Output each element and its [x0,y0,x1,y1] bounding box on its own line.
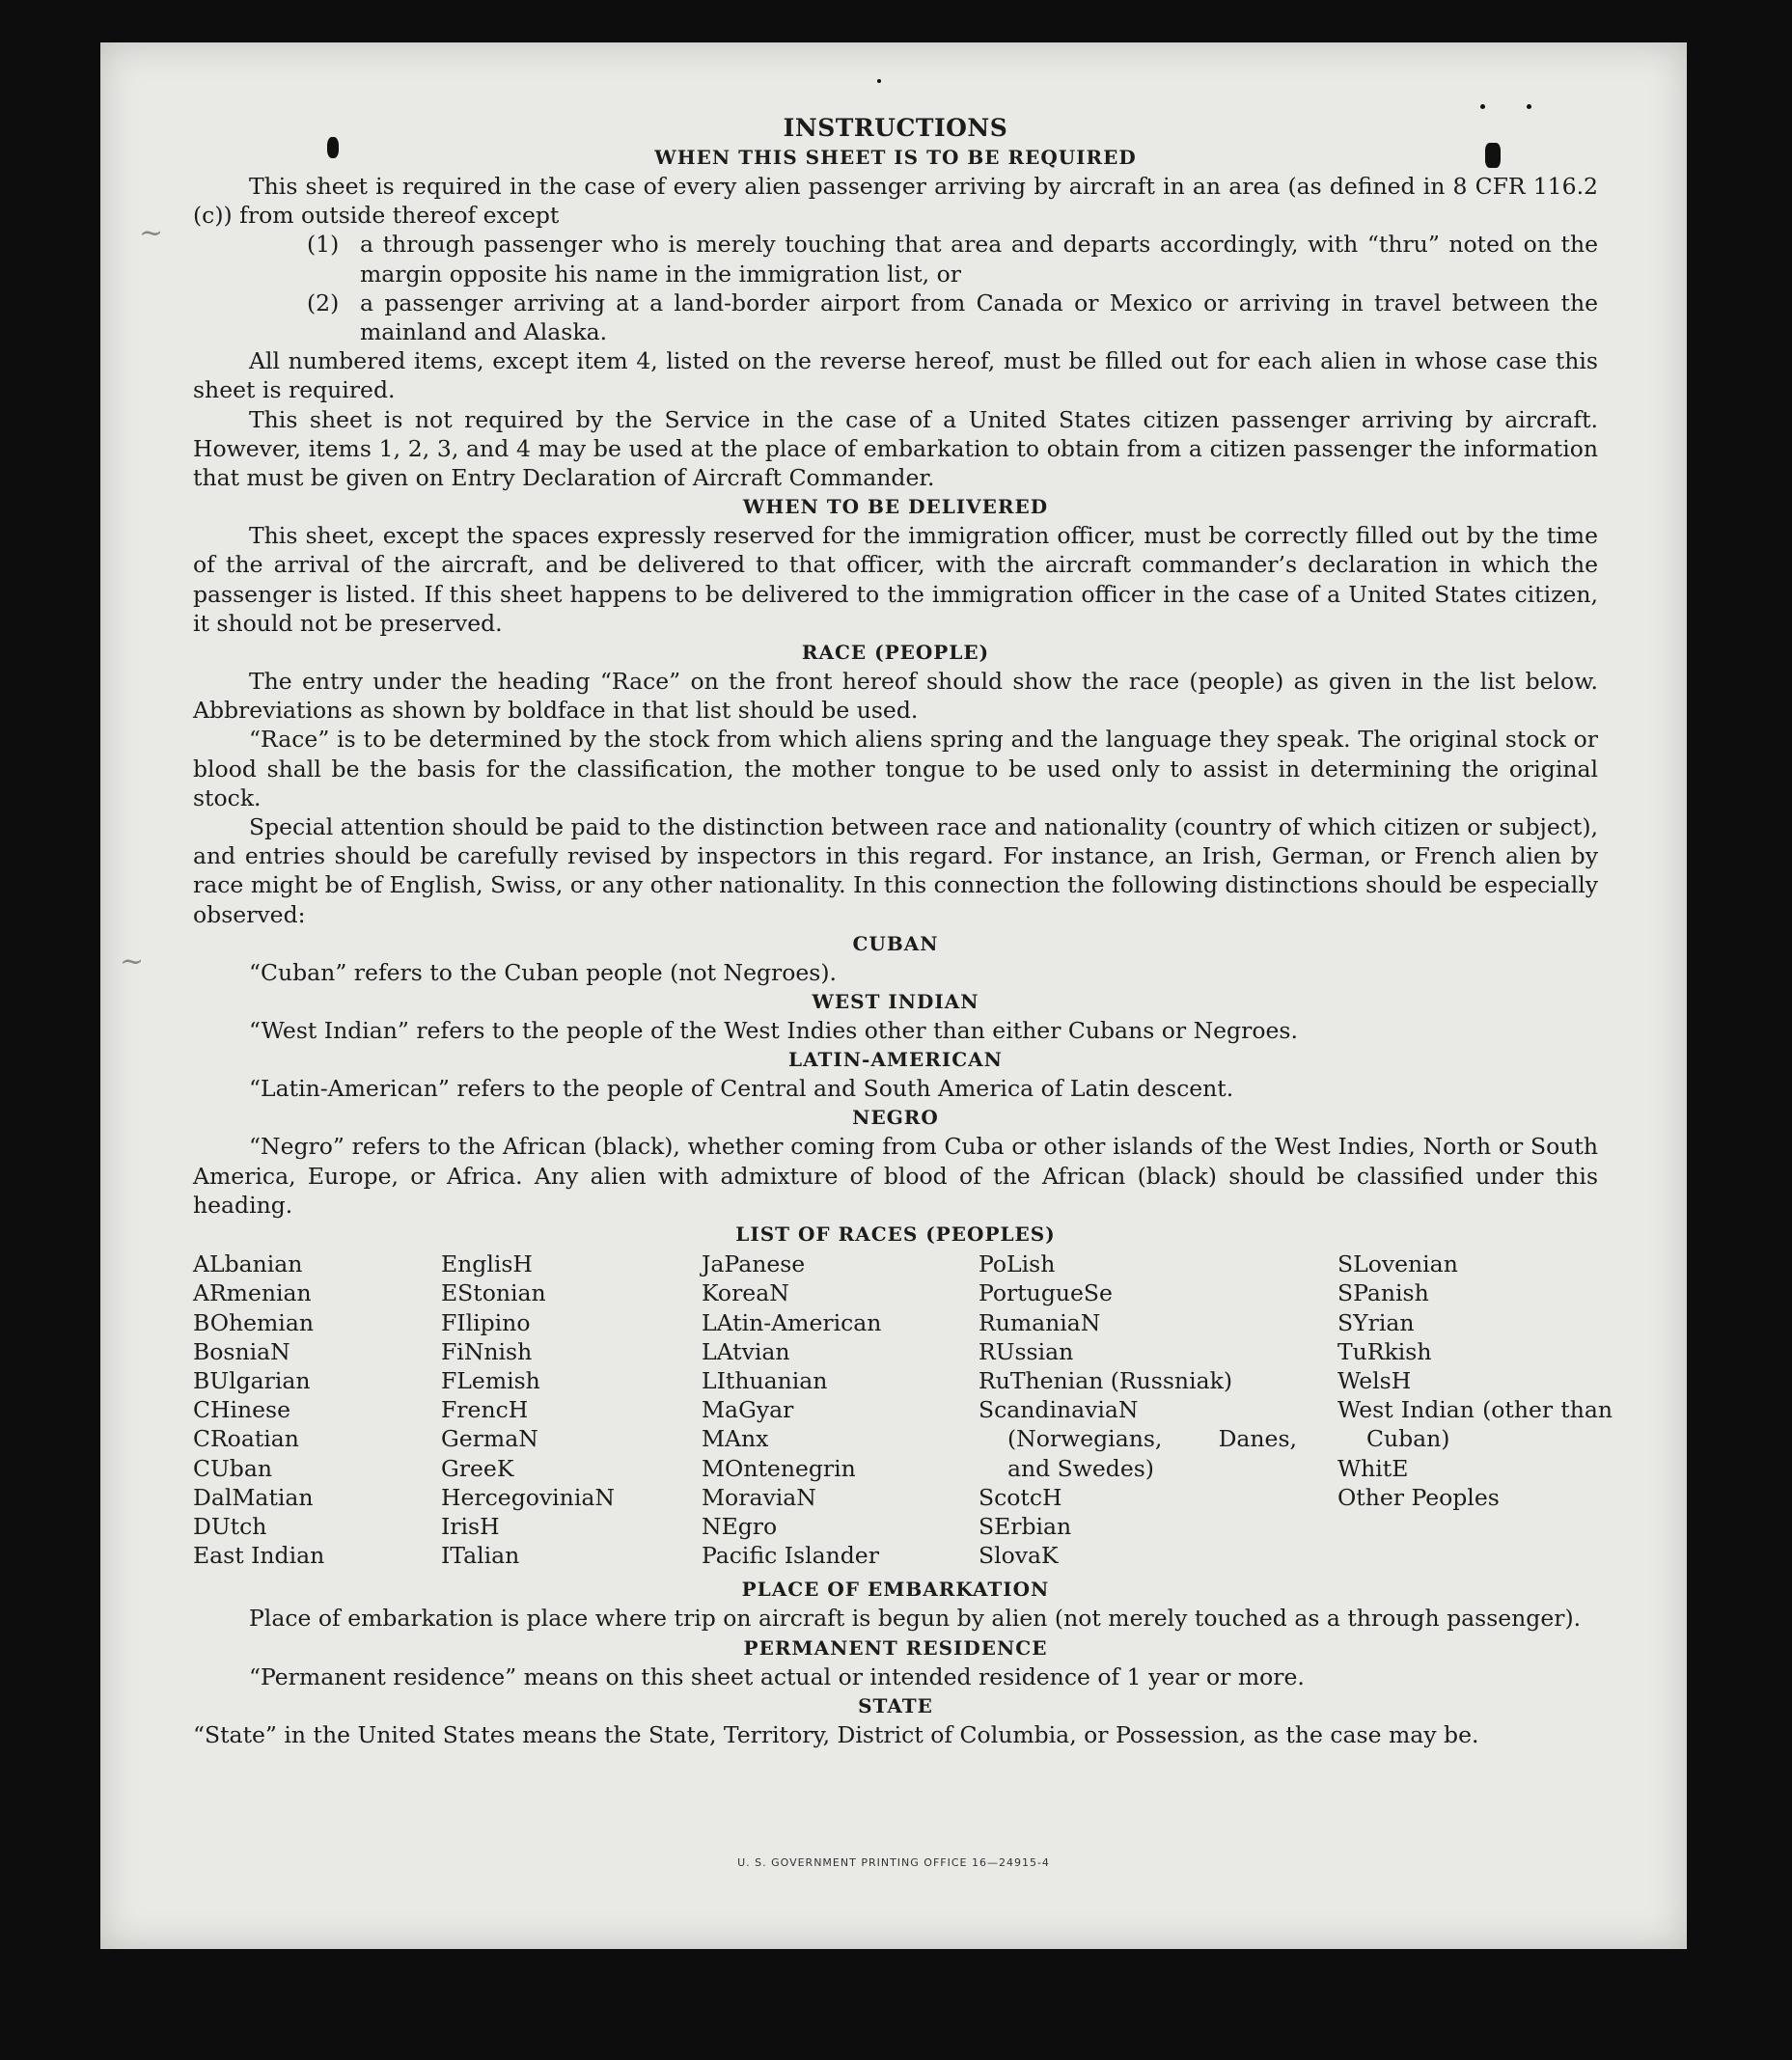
race-entry: East Indian [193,1542,325,1570]
paragraph: This sheet is not required by the Service in the case of a United States citizen passenger arriving by aircraft. However, items 1, 2, 3, and 4 may be used at the place of embarkation to obtain from a citizen passenger the information that must be given on Entry Declaration of Aircraft Commander. [193,405,1598,492]
handwriting-mark: ~ [139,216,164,250]
paragraph: This sheet, except the spaces expressly reserved for the immigration officer, must be correctly filled out by the time of the arrival of the aircraft, and be delivered to that officer, with the aircraft commander’s declaration in which the passenger is listed. If this sheet happens to be delivered to the immigration officer in the case of a United States citizen, it should not be preserved. [193,522,1598,637]
ink-mark [877,79,881,83]
race-entry: PoLish [979,1250,1056,1278]
races-column-4 [979,1250,1337,1570]
race-entry: Other Peoples [1337,1483,1500,1511]
section-heading-race: RACE (PEOPLE) [801,641,990,665]
race-entry: JaPanese [702,1250,806,1278]
paragraph: All numbered items, except item 4, listed on the reverse hereof, must be filled out for each alien in whose case this sheet is required. [193,347,1598,404]
race-entry: ALbanian [193,1250,303,1278]
paragraph: “West Indian” refers to the people of the West Indies other than either Cubans or Negroes. [249,1017,1298,1045]
paragraph: “State” in the United States means the State, Territory, District of Columbia, or Possession, as the case may be. [193,1720,1479,1748]
race-entry: West Indian (other than Cuban) [1337,1396,1613,1453]
race-entry: DalMatian [193,1483,314,1511]
page-title: INSTRUCTIONS [783,114,1008,142]
race-entry: IrisH [441,1512,500,1540]
section-heading-list-of-races: LIST OF RACES (PEOPLES) [735,1222,1056,1247]
race-entry: LAtvian [702,1337,790,1365]
section-heading-when-delivered: WHEN TO BE DELIVERED [742,495,1049,519]
section-heading-when-required: WHEN THIS SHEET IS TO BE REQUIRED [654,146,1137,169]
race-entry: NEgro [702,1512,778,1540]
race-entry: TuRkish [1337,1337,1432,1365]
printer-imprint: U. S. GOVERNMENT PRINTING OFFICE 16—24915-4 [737,1856,1050,1869]
race-entry: ScandinaviaN (Norwegians, Danes, and Swedes) [979,1396,1297,1482]
race-entry: MOntenegrin [702,1454,856,1482]
races-column-1 [193,1250,441,1570]
section-heading-latin-american: LATIN-AMERICAN [788,1048,1003,1072]
list-item-number: (2) [307,288,340,316]
race-entry: SYrian [1337,1308,1415,1336]
paragraph: “Permanent residence” means on this sheet actual or intended residence of 1 year or more. [249,1662,1305,1690]
race-entry: CHinese [193,1396,290,1424]
race-entry: MoraviaN [702,1483,816,1511]
races-column-2 [441,1250,702,1570]
race-entry: KoreaN [702,1279,789,1307]
paragraph: This sheet is required in the case of every alien passenger arriving by aircraft in an area (as defined in 8 CFR 116.2 (c)) from outside thereof except [193,173,1598,230]
race-entry: GreeK [441,1454,514,1482]
race-entry: ScotcH [979,1483,1062,1511]
ink-mark [1527,104,1531,109]
handwriting-mark: ~ [120,945,145,978]
race-entry: FiNnish [441,1337,533,1365]
section-heading-state: STATE [858,1693,933,1717]
race-entry: FLemish [441,1366,540,1394]
race-entry: FIlipino [441,1308,531,1336]
race-entry: GermaN [441,1425,538,1453]
race-entry: MAnx [702,1425,769,1453]
race-entry: RUssian [979,1337,1074,1365]
races-column-5 [1337,1250,1613,1570]
section-heading-place-of-embarkation: PLACE OF EMBARKATION [741,1578,1050,1602]
race-entry: Pacific Islander [702,1542,879,1570]
section-heading-permanent-residence: PERMANENT RESIDENCE [743,1635,1048,1660]
race-entry: BosniaN [193,1337,290,1365]
paragraph: “Negro” refers to the African (black), whether coming from Cuba or other islands of the West Indies, North or South America, Europe, or Africa. Any alien with admixture of blood of the African (black) should be classified under this heading. [193,1133,1598,1219]
race-entry: BOhemian [193,1308,314,1336]
list-item [193,230,1598,288]
race-entry: EnglisH [441,1250,533,1278]
race-entry: SErbian [979,1512,1072,1540]
list-item-text: a passenger arriving at a land-border airport from Canada or Mexico or arriving in travel between the mainland and Alaska. [360,288,1598,346]
race-entry: CUban [193,1454,272,1482]
list-item-number: (1) [307,231,340,259]
section-heading-negro: NEGRO [852,1106,939,1130]
race-entry: ITalian [441,1542,520,1570]
race-entry: SLovenian [1337,1250,1458,1278]
list-item [193,288,1598,346]
race-entry: DUtch [193,1512,267,1540]
paragraph: “Cuban” refers to the Cuban people (not Negroes). [249,958,838,986]
race-entry: HercegoviniaN [441,1483,615,1511]
races-list [193,1250,1613,1570]
race-entry: PortugueSe [979,1279,1113,1307]
paragraph: “Latin-American” refers to the people of Central and South America of Latin descent. [249,1075,1234,1103]
races-column-3 [702,1250,979,1570]
race-entry: MaGyar [702,1396,794,1424]
race-entry: RuThenian (Russniak) [979,1366,1232,1394]
race-entry: EStonian [441,1279,546,1307]
paragraph: Special attention should be paid to the distinction between race and nationality (country of which citizen or subject), and entries should be carefully revised by inspectors in this regard. For instance, an Irish, German, or French alien by race might be of English, Swiss, or any other nationality. In this connection the following distinctions should be especially observed: [193,813,1598,928]
race-entry: LIthuanian [702,1366,828,1394]
race-entry: SPanish [1337,1279,1429,1307]
race-entry: SlovaK [979,1542,1059,1570]
race-entry: LAtin-American [702,1308,882,1336]
race-entry: ARmenian [193,1279,312,1307]
document-sheet [100,42,1687,1949]
section-heading-cuban: CUBAN [852,931,939,955]
list-item-text: a through passenger who is merely touching that area and departs accordingly, with “thru” noted on the margin opposite his name in the immigration list, or [360,231,1598,288]
instructions-body [193,114,1613,1749]
ink-mark [1480,104,1485,109]
paragraph: Place of embarkation is place where trip on aircraft is begun by alien (not merely touched as a through passenger). [249,1605,1582,1633]
race-entry: WelsH [1337,1366,1412,1394]
race-entry: RumaniaN [979,1308,1101,1336]
race-entry: CRoatian [193,1425,299,1453]
paragraph: “Race” is to be determined by the stock from which aliens spring and the language they speak. The original stock or blood shall be the basis for the classification, the mother tongue to be used only to assist in determining the original stock. [193,726,1598,811]
paragraph: The entry under the heading “Race” on the front hereof should show the race (people) as given in the list below. Abbreviations as shown by boldface in that list should be used. [193,668,1598,725]
race-entry: WhitE [1337,1454,1409,1482]
section-heading-west-indian: WEST INDIAN [812,990,979,1014]
race-entry: BUlgarian [193,1366,311,1394]
race-entry: FrencH [441,1396,529,1424]
